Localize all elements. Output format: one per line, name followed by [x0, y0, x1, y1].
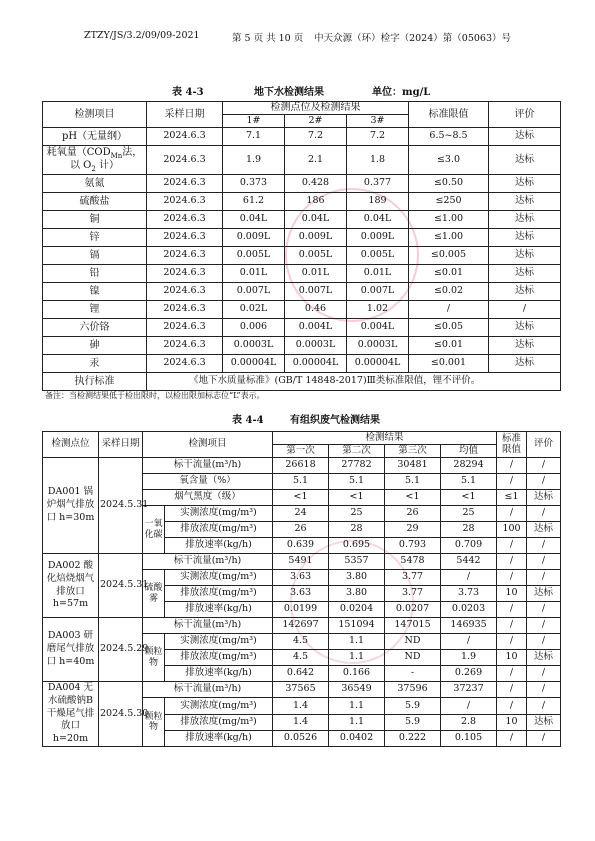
limit-cell: 10	[497, 715, 527, 731]
item-cell: 铅	[43, 265, 147, 283]
average-cell: 0.269	[441, 666, 497, 682]
limit-cell: /	[497, 602, 527, 618]
value-point-1: 61.2	[223, 193, 285, 211]
standard-text: 《地下水质量标准》(GB/T 14848-2017)Ⅲ类标准限值，锂不评价。	[147, 373, 561, 391]
item-text-part: Mn	[110, 151, 123, 160]
item-cell: 锂	[43, 301, 147, 319]
limit-cell: 100	[497, 522, 527, 538]
item-cell: 硫酸盐	[43, 193, 147, 211]
eval-cell: /	[527, 666, 561, 682]
average-cell: 1.9	[441, 650, 497, 666]
run-1-cell: 142697	[273, 618, 329, 634]
item-cell: 氧含量（%）	[143, 474, 273, 490]
eval-cell: /	[527, 731, 561, 747]
average-cell: /	[441, 698, 497, 715]
eval-cell: /	[527, 634, 561, 650]
run-2-cell: 27782	[329, 458, 385, 474]
item-cell: 排放速率(kg/h)	[165, 666, 273, 682]
date-cell: 2024.6.3	[147, 337, 223, 355]
run-3-cell: 0.793	[385, 538, 441, 554]
header-run-2: 第二次	[329, 445, 385, 458]
value-point-3: 0.377	[347, 175, 409, 193]
item-cell: pH（无量纲）	[43, 128, 147, 146]
item-cell: 砷	[43, 337, 147, 355]
point-cell: DA004 无水硫酸钠B干燥尾气排放口 h=20m	[43, 682, 99, 747]
limit-cell: ≤1	[497, 490, 527, 506]
header-eval: 评价	[489, 102, 561, 128]
limit-cell: /	[497, 506, 527, 522]
item-cell: 汞	[43, 355, 147, 373]
item-cell: 镍	[43, 283, 147, 301]
value-point-1: 0.01L	[223, 265, 285, 283]
eval-cell: 达标	[489, 175, 561, 193]
date-cell: 2024.6.3	[147, 301, 223, 319]
value-point-1: 1.9	[223, 146, 285, 175]
average-cell: 5.1	[441, 474, 497, 490]
date-cell: 2024.6.3	[147, 229, 223, 247]
run-2-cell: 1.1	[329, 634, 385, 650]
value-point-2: 0.04L	[285, 211, 347, 229]
item-cell: 实测浓度(mg/m³)	[165, 634, 273, 650]
value-point-1: 0.006	[223, 319, 285, 337]
item-cell: 排放浓度(mg/m³)	[165, 522, 273, 538]
header-eval: 评价	[527, 432, 561, 458]
item-cell: 排放浓度(mg/m³)	[165, 715, 273, 731]
eval-cell: /	[527, 458, 561, 474]
table-4-4-caption	[42, 411, 560, 425]
run-1-cell: <1	[273, 490, 329, 506]
limit-cell: ≤0.05	[409, 319, 489, 337]
eval-cell: 达标	[527, 715, 561, 731]
run-3-cell: 30481	[385, 458, 441, 474]
pollutant-cell: 一氧化碳	[143, 506, 165, 554]
table-row	[43, 211, 561, 229]
run-2-cell: 0.0402	[329, 731, 385, 747]
run-3-cell: ND	[385, 650, 441, 666]
value-point-3: 0.004L	[347, 319, 409, 337]
limit-cell: 6.5~8.5	[409, 128, 489, 146]
limit-cell: /	[497, 634, 527, 650]
table-row	[43, 175, 561, 193]
value-point-1: 0.04L	[223, 211, 285, 229]
waste-gas-table	[42, 431, 561, 747]
limit-cell: ≤250	[409, 193, 489, 211]
value-point-1: 0.009L	[223, 229, 285, 247]
eval-cell: /	[527, 698, 561, 715]
limit-cell: ≤0.005	[409, 247, 489, 265]
point-cell: DA003 研磨尾气排放口 h=40m	[43, 618, 99, 682]
limit-cell: /	[497, 474, 527, 490]
table-row	[43, 193, 561, 211]
eval-cell: /	[527, 570, 561, 586]
table-row	[43, 301, 561, 319]
date-cell: 2024.6.3	[147, 265, 223, 283]
item-cell: 排放浓度(mg/m³)	[165, 650, 273, 666]
eval-cell: /	[527, 618, 561, 634]
value-point-3: 7.2	[347, 128, 409, 146]
average-cell: 3.73	[441, 586, 497, 602]
caption-number: 表 4-3	[172, 87, 204, 98]
limit-cell: ≤0.01	[409, 265, 489, 283]
eval-cell: /	[527, 554, 561, 570]
header-point-3: 3#	[347, 115, 409, 128]
pollutant-cell: 颗粒物	[143, 698, 165, 747]
groundwater-table	[42, 101, 561, 391]
run-3-cell: 5.9	[385, 698, 441, 715]
caption-title: 有组织废气检测结果	[290, 415, 380, 426]
run-2-cell: <1	[329, 490, 385, 506]
eval-cell: 达标	[489, 283, 561, 301]
table-row	[43, 618, 561, 634]
eval-cell: 达标	[489, 319, 561, 337]
item-cell: 实测浓度(mg/m³)	[165, 506, 273, 522]
average-cell: 37237	[441, 682, 497, 698]
run-3-cell: 5478	[385, 554, 441, 570]
value-point-1: 0.007L	[223, 283, 285, 301]
limit-cell: 10	[497, 586, 527, 602]
eval-cell: 达标	[489, 211, 561, 229]
item-cell: 氨氮	[43, 175, 147, 193]
eval-cell: /	[489, 301, 561, 319]
item-cell: 标干流量(m³/h)	[143, 618, 273, 634]
standard-label: 执行标准	[43, 373, 147, 391]
date-cell: 2024.5.31	[99, 554, 143, 618]
run-2-cell: 1.1	[329, 715, 385, 731]
run-2-cell: 0.166	[329, 666, 385, 682]
run-1-cell: 0.639	[273, 538, 329, 554]
limit-cell: /	[497, 458, 527, 474]
table-row	[43, 319, 561, 337]
point-cell: DA001 锅炉烟气排放口 h=30m	[43, 458, 99, 554]
run-3-cell: 26	[385, 506, 441, 522]
run-1-cell: 0.642	[273, 666, 329, 682]
limit-cell: /	[497, 618, 527, 634]
value-point-2: 0.01L	[285, 265, 347, 283]
average-cell: 2.8	[441, 715, 497, 731]
average-cell: 25	[441, 506, 497, 522]
item-cell: 镉	[43, 247, 147, 265]
value-point-3: 189	[347, 193, 409, 211]
average-cell: /	[441, 570, 497, 586]
item-text-part: 耗氧量（COD	[46, 146, 111, 158]
date-cell: 2024.6.3	[147, 355, 223, 373]
run-3-cell: 147015	[385, 618, 441, 634]
limit-cell: 10	[497, 650, 527, 666]
run-1-cell: 4.5	[273, 634, 329, 650]
run-3-cell: 0.222	[385, 731, 441, 747]
limit-cell: ≤0.02	[409, 283, 489, 301]
eval-cell: 达标	[489, 229, 561, 247]
pollutant-cell: 颗粒物	[143, 634, 165, 682]
eval-cell: 达标	[489, 355, 561, 373]
value-point-3: 0.04L	[347, 211, 409, 229]
average-cell: 0.709	[441, 538, 497, 554]
page-number: 第 5 页 共 10 页	[232, 33, 304, 44]
run-1-cell: 0.0199	[273, 602, 329, 618]
run-1-cell: 5491	[273, 554, 329, 570]
run-1-cell: 37565	[273, 682, 329, 698]
item-cell: 锌	[43, 229, 147, 247]
average-cell: 0.105	[441, 731, 497, 747]
run-3-cell: 3.77	[385, 586, 441, 602]
table-row	[43, 337, 561, 355]
limit-cell: ≤3.0	[409, 146, 489, 175]
value-point-2: 0.46	[285, 301, 347, 319]
run-2-cell: 3.80	[329, 586, 385, 602]
doc-code: ZTZY/JS/3.2/09/09-2021	[84, 30, 200, 41]
run-3-cell: -	[385, 666, 441, 682]
run-1-cell: 26	[273, 522, 329, 538]
value-point-2: 0.007L	[285, 283, 347, 301]
value-point-2: 0.00004L	[285, 355, 347, 373]
limit-cell: /	[497, 666, 527, 682]
item-cell: 排放速率(kg/h)	[165, 602, 273, 618]
run-3-cell: 3.77	[385, 570, 441, 586]
header-run-1: 第一次	[273, 445, 329, 458]
run-1-cell: 3.63	[273, 586, 329, 602]
header-run-3: 第三次	[385, 445, 441, 458]
report-number: 中天众源（环）检字（2024）第（05063）号	[314, 33, 511, 44]
run-3-cell: 5.9	[385, 715, 441, 731]
limit-cell: /	[409, 301, 489, 319]
limit-cell: ≤1.00	[409, 211, 489, 229]
header-date: 采样日期	[147, 102, 223, 128]
header-date: 采样日期	[99, 432, 143, 458]
value-point-2: 2.1	[285, 146, 347, 175]
run-3-cell: 5.1	[385, 474, 441, 490]
value-point-3: 1.8	[347, 146, 409, 175]
item-cell: 标干流量(m³/h)	[143, 554, 273, 570]
table-note: 备注：当检测结果低于检出限时，以检出限加标志位“L”表示。	[45, 391, 265, 400]
run-1-cell: 26618	[273, 458, 329, 474]
run-1-cell: 4.5	[273, 650, 329, 666]
caption-unit: 单位：mg/L	[372, 87, 431, 98]
run-2-cell: 5.1	[329, 474, 385, 490]
item-text-part: 计）	[95, 160, 120, 171]
item-cell: 排放速率(kg/h)	[165, 538, 273, 554]
date-cell: 2024.6.3	[147, 319, 223, 337]
value-point-3: 1.02	[347, 301, 409, 319]
date-cell: 2024.5.30	[99, 682, 143, 747]
value-point-1: 0.373	[223, 175, 285, 193]
value-point-2: 186	[285, 193, 347, 211]
run-2-cell: 1.1	[329, 698, 385, 715]
item-cell: 铜	[43, 211, 147, 229]
eval-cell: /	[527, 682, 561, 698]
value-point-3: 0.005L	[347, 247, 409, 265]
header-average: 均值	[441, 445, 497, 458]
run-1-cell: 1.4	[273, 698, 329, 715]
date-cell: 2024.6.3	[147, 283, 223, 301]
eval-cell: /	[527, 506, 561, 522]
header-limit: 标准限值	[409, 102, 489, 128]
value-point-2: 0.004L	[285, 319, 347, 337]
item-cell: 排放速率(kg/h)	[165, 731, 273, 747]
table-row	[43, 554, 561, 570]
item-cell: 标干流量(m³/h)	[143, 458, 273, 474]
average-cell: 28294	[441, 458, 497, 474]
run-1-cell: 1.4	[273, 715, 329, 731]
table-row	[43, 458, 561, 474]
limit-cell: /	[497, 538, 527, 554]
page-header	[84, 30, 511, 44]
value-point-2: 0.428	[285, 175, 347, 193]
run-3-cell: 29	[385, 522, 441, 538]
value-point-2: 0.009L	[285, 229, 347, 247]
value-point-3: 0.007L	[347, 283, 409, 301]
value-point-3: 0.0003L	[347, 337, 409, 355]
header-point-1: 1#	[223, 115, 285, 128]
value-point-1: 0.005L	[223, 247, 285, 265]
eval-cell: 达标	[489, 128, 561, 146]
date-cell: 2024.6.3	[147, 193, 223, 211]
run-3-cell: ND	[385, 634, 441, 650]
run-1-cell: 3.63	[273, 570, 329, 586]
eval-cell: /	[527, 602, 561, 618]
point-cell: DA002 酸化焙烧烟气排放口 h=57m	[43, 554, 99, 618]
date-cell: 2024.6.3	[147, 146, 223, 175]
value-point-1: 0.00004L	[223, 355, 285, 373]
limit-cell: ≤0.50	[409, 175, 489, 193]
item-cell: 六价铬	[43, 319, 147, 337]
value-point-1: 7.1	[223, 128, 285, 146]
average-cell: <1	[441, 490, 497, 506]
limit-cell: /	[497, 570, 527, 586]
header-results: 检测结果	[273, 432, 497, 445]
run-2-cell: 0.695	[329, 538, 385, 554]
value-point-3: 0.01L	[347, 265, 409, 283]
standard-row	[43, 373, 561, 391]
date-cell: 2024.6.3	[147, 211, 223, 229]
eval-cell: 达标	[527, 490, 561, 506]
item-cell: 烟气黑度（级）	[143, 490, 273, 506]
header-point-2: 2#	[285, 115, 347, 128]
run-3-cell: 0.0207	[385, 602, 441, 618]
pollutant-cell: 硫酸雾	[143, 570, 165, 618]
limit-cell: /	[497, 554, 527, 570]
item-cell: 标干流量(m³/h)	[143, 682, 273, 698]
limit-cell: ≤1.00	[409, 229, 489, 247]
table-row	[43, 355, 561, 373]
run-3-cell: <1	[385, 490, 441, 506]
value-point-2: 7.2	[285, 128, 347, 146]
item-cell	[43, 146, 147, 175]
value-point-3: 0.00004L	[347, 355, 409, 373]
run-3-cell: 37596	[385, 682, 441, 698]
date-cell: 2024.6.3	[147, 128, 223, 146]
run-2-cell: 28	[329, 522, 385, 538]
table-row	[43, 128, 561, 146]
eval-cell: 达标	[489, 265, 561, 283]
table-row	[43, 682, 561, 698]
average-cell: 5442	[441, 554, 497, 570]
item-text-part: 法，以 O	[69, 146, 143, 171]
eval-cell: 达标	[527, 650, 561, 666]
eval-cell: 达标	[527, 586, 561, 602]
eval-cell: 达标	[489, 193, 561, 211]
date-cell: 2024.5.29	[99, 618, 143, 682]
date-cell: 2024.6.3	[147, 247, 223, 265]
value-point-3: 0.009L	[347, 229, 409, 247]
item-cell: 实测浓度(mg/m³)	[165, 698, 273, 715]
table-row	[43, 229, 561, 247]
eval-cell: 达标	[527, 522, 561, 538]
eval-cell: 达标	[489, 146, 561, 175]
table-row	[43, 247, 561, 265]
limit-cell: ≤0.001	[409, 355, 489, 373]
item-text-part: 2	[91, 165, 96, 173]
caption-title: 地下水检测结果	[254, 87, 324, 98]
run-2-cell: 5357	[329, 554, 385, 570]
value-point-1: 0.02L	[223, 301, 285, 319]
table-row	[43, 265, 561, 283]
table-row	[43, 283, 561, 301]
limit-cell: /	[497, 731, 527, 747]
header-points: 检测点位及检测结果	[223, 102, 409, 115]
value-point-2: 0.0003L	[285, 337, 347, 355]
run-1-cell: 5.1	[273, 474, 329, 490]
eval-cell: 达标	[489, 337, 561, 355]
header-item: 检测项目	[43, 102, 147, 128]
header-item: 检测项目	[143, 432, 273, 458]
eval-cell: /	[527, 474, 561, 490]
average-cell: 0.0203	[441, 602, 497, 618]
run-1-cell: 24	[273, 506, 329, 522]
item-cell: 排放浓度(mg/m³)	[165, 586, 273, 602]
date-cell: 2024.5.31	[99, 458, 143, 554]
run-2-cell: 25	[329, 506, 385, 522]
eval-cell: /	[527, 538, 561, 554]
run-2-cell: 151094	[329, 618, 385, 634]
average-cell: 28	[441, 522, 497, 538]
run-2-cell: 36549	[329, 682, 385, 698]
average-cell: 146935	[441, 618, 497, 634]
caption-number: 表 4-4	[232, 415, 264, 426]
limit-cell: /	[497, 698, 527, 715]
average-cell: /	[441, 634, 497, 650]
table-4-3-caption	[42, 83, 560, 97]
item-cell: 实测浓度(mg/m³)	[165, 570, 273, 586]
eval-cell: 达标	[489, 247, 561, 265]
run-2-cell: 1.1	[329, 650, 385, 666]
value-point-1: 0.0003L	[223, 337, 285, 355]
run-2-cell: 3.80	[329, 570, 385, 586]
limit-cell: ≤0.01	[409, 337, 489, 355]
run-1-cell: 0.0526	[273, 731, 329, 747]
limit-cell: /	[497, 682, 527, 698]
header-limit: 标准限值	[497, 432, 527, 458]
header-point: 检测点位	[43, 432, 99, 458]
table-row	[43, 146, 561, 175]
value-point-2: 0.005L	[285, 247, 347, 265]
date-cell: 2024.6.3	[147, 175, 223, 193]
run-2-cell: 0.0204	[329, 602, 385, 618]
